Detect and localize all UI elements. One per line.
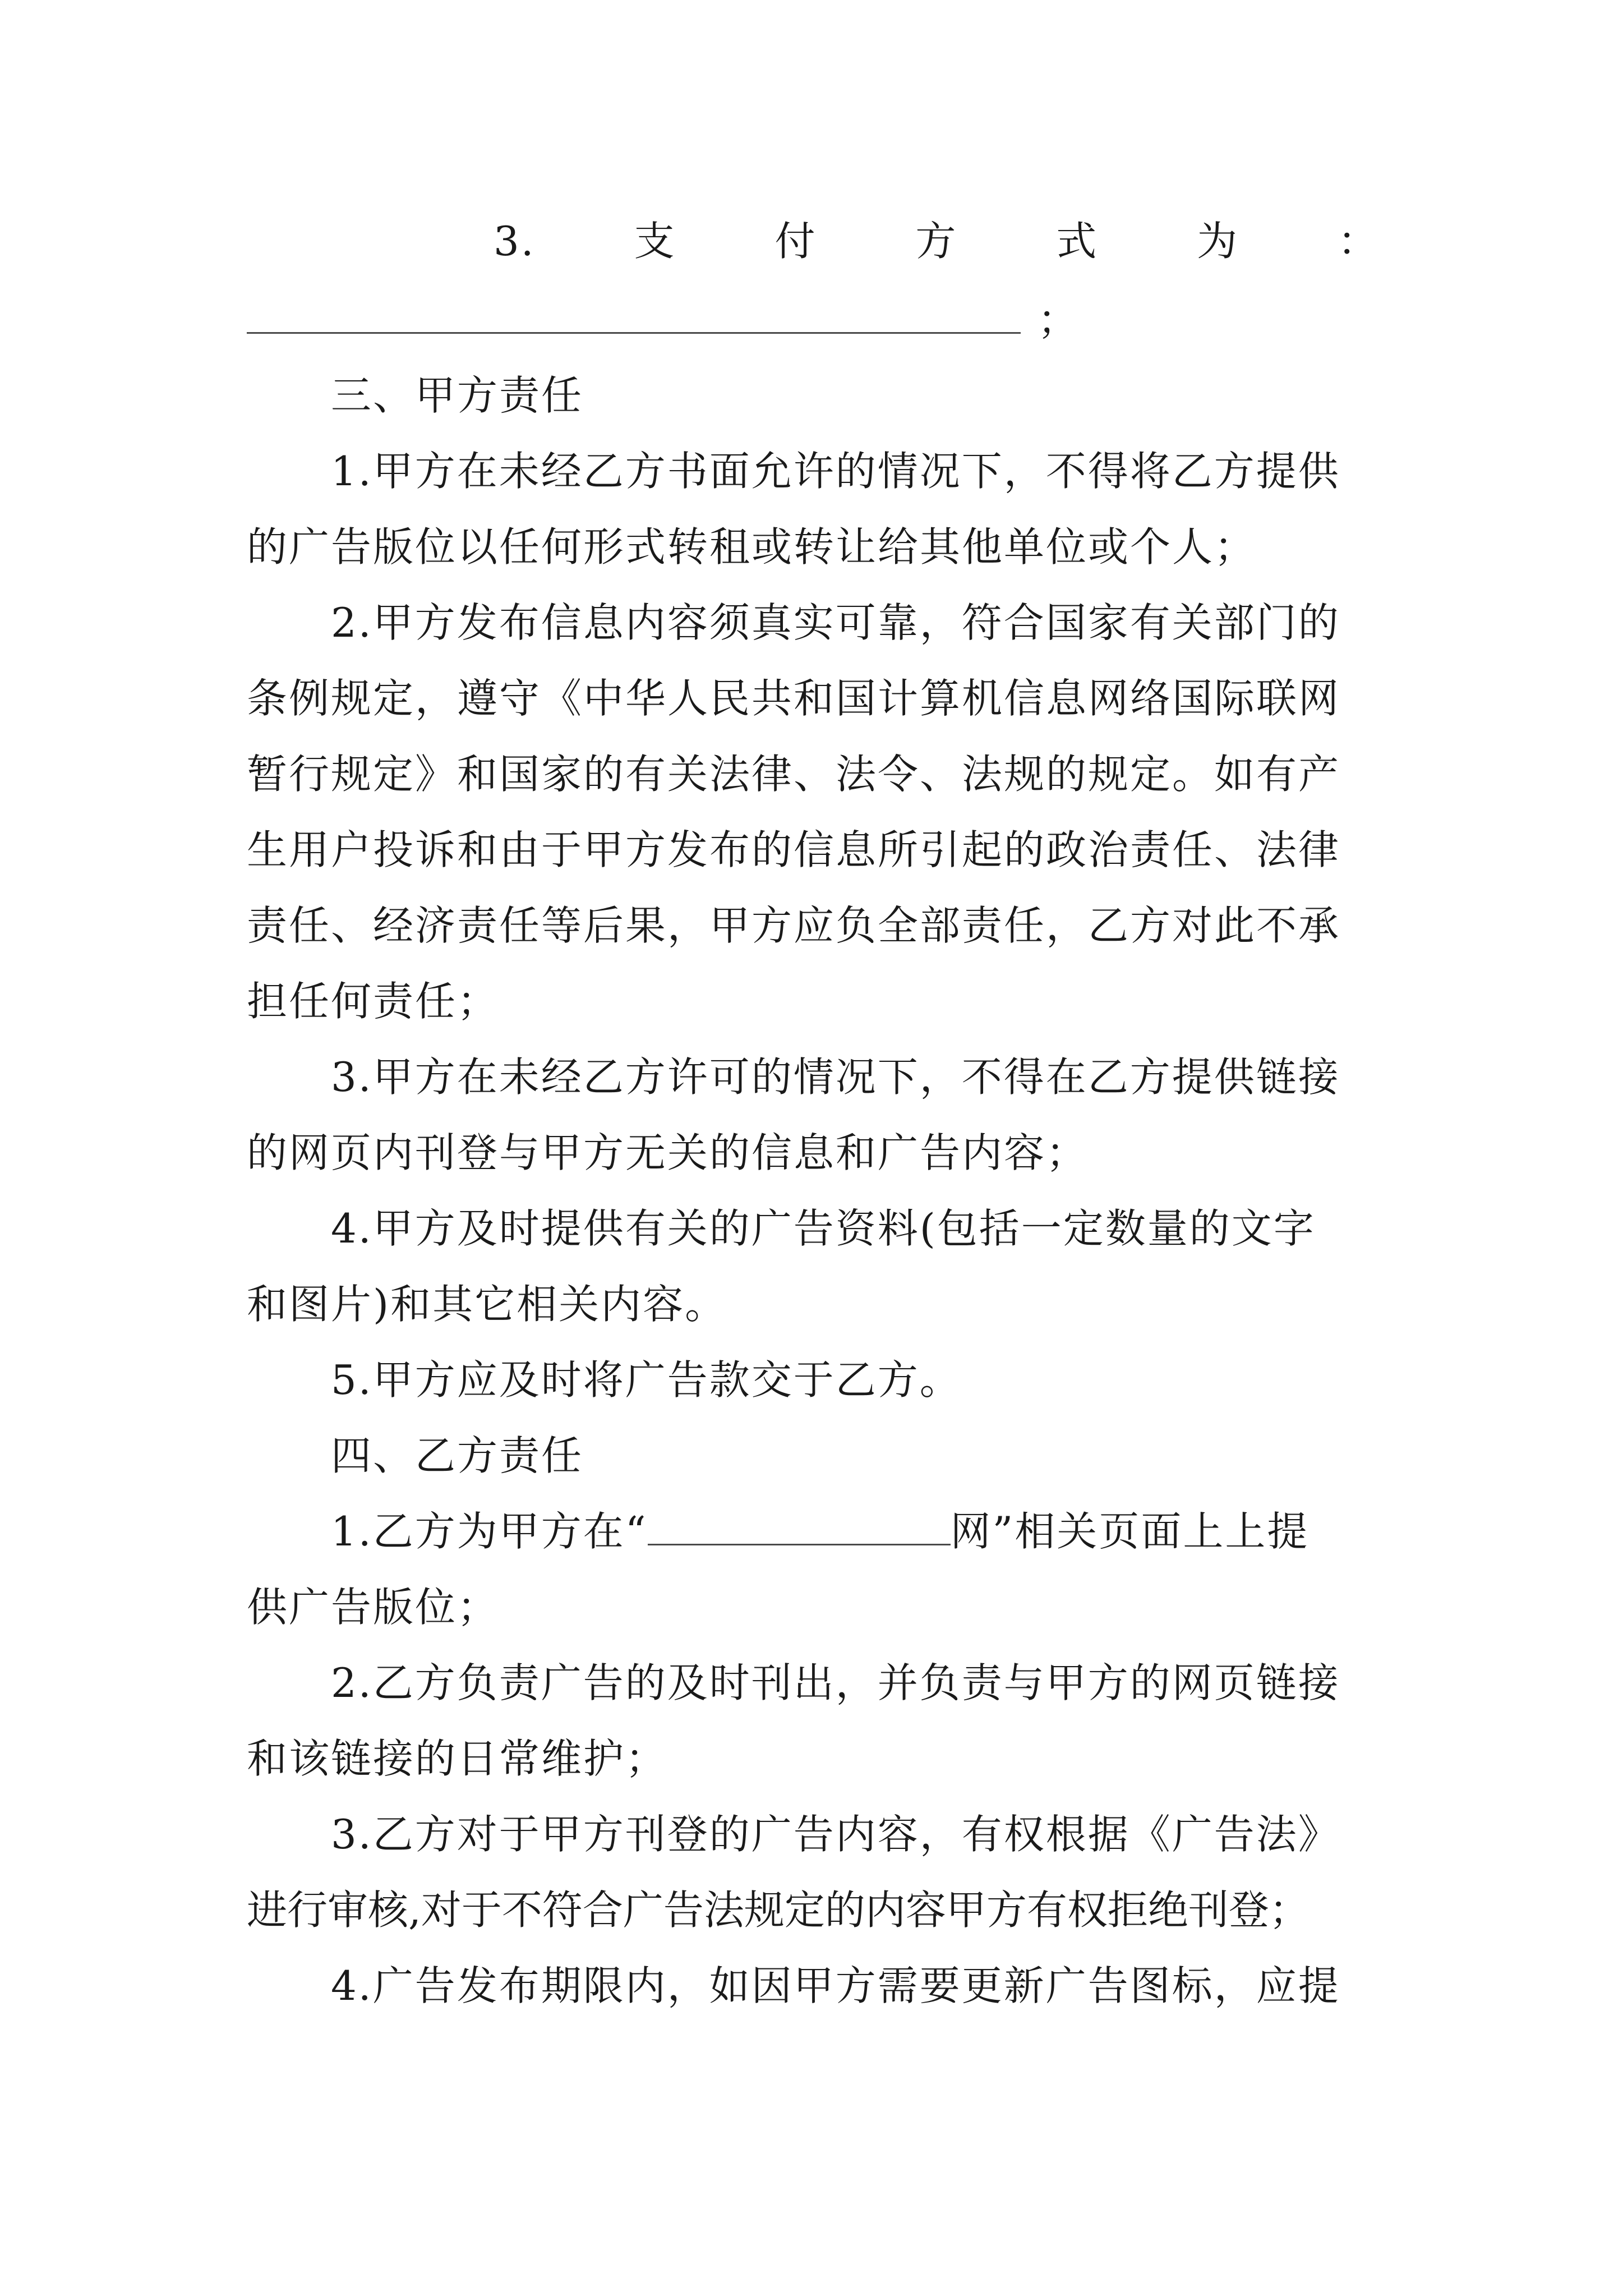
paragraph-line: 4.广告发布期限内，如因甲方需要更新广告图标，应提: [331, 1962, 1340, 2009]
paragraph-line: 和该链接的日常维护；: [247, 1735, 668, 1782]
item-suffix: 网”相关页面上上提: [950, 1508, 1310, 1555]
paragraph-line: 供广告版位；: [247, 1584, 500, 1631]
payment-char: 3.: [494, 218, 536, 265]
paragraph-line: 生用户投诉和由于甲方发布的信息所引起的政治责任、法律: [247, 826, 1341, 873]
paragraph-line: [331, 1503, 1380, 1559]
paragraph-line: 担任何责任；: [247, 978, 500, 1025]
paragraph-line: 责任、经济责任等后果，甲方应负全部责任，乙方对此不承: [247, 902, 1341, 949]
website-name-blank[interactable]: [648, 1510, 951, 1545]
section-heading: 四、乙方责任: [331, 1432, 584, 1479]
section-heading: 三、甲方责任: [331, 372, 584, 419]
paragraph-line: 3.乙方对于甲方刊登的广告内容，有权根据《广告法》: [331, 1811, 1340, 1858]
fill-in-blank[interactable]: [247, 298, 1021, 334]
payment-blank-line: [247, 292, 1380, 348]
payment-char: ：: [1337, 218, 1380, 265]
paragraph-line: 和图片)和其它相关内容。: [247, 1281, 727, 1328]
payment-method-line: [494, 213, 1380, 269]
paragraph-line: 5.甲方应及时将广告款交于乙方。: [331, 1356, 962, 1404]
paragraph-line: 1.甲方在未经乙方书面允许的情况下，不得将乙方提供: [331, 448, 1340, 495]
paragraph-line: 的网页内刊登与甲方无关的信息和广告内容；: [247, 1129, 1089, 1176]
paragraph-line: 进行审核,对于不符合广告法规定的内容甲方有权拒绝刊登；: [247, 1887, 1310, 1934]
payment-char: 支: [634, 218, 676, 265]
payment-char: 为: [1197, 218, 1239, 265]
paragraph-line: 3.甲方在未经乙方许可的情况下，不得在乙方提供链接: [331, 1053, 1340, 1101]
item-prefix: 1.乙方为甲方在“: [331, 1508, 648, 1555]
paragraph-line: 2.乙方负责广告的及时刊出，并负责与甲方的网页链接: [331, 1659, 1340, 1706]
line-end-punctuation: ；: [1038, 296, 1080, 343]
payment-char: 付: [774, 218, 817, 265]
paragraph-line: 暂行规定》和国家的有关法律、法令、法规的规定。如有产: [247, 751, 1341, 798]
payment-char: 式: [1056, 218, 1099, 265]
paragraph-line: 条例规定，遵守《中华人民共和国计算机信息网络国际联网: [247, 675, 1341, 722]
paragraph-line: 2.甲方发布信息内容须真实可靠，符合国家有关部门的: [331, 599, 1340, 646]
payment-char: 方: [915, 218, 958, 265]
paragraph-line: 的广告版位以任何形式转租或转让给其他单位或个人；: [247, 523, 1257, 570]
paragraph-line: 4.甲方及时提供有关的广告资料(包括一定数量的文字: [331, 1205, 1316, 1252]
